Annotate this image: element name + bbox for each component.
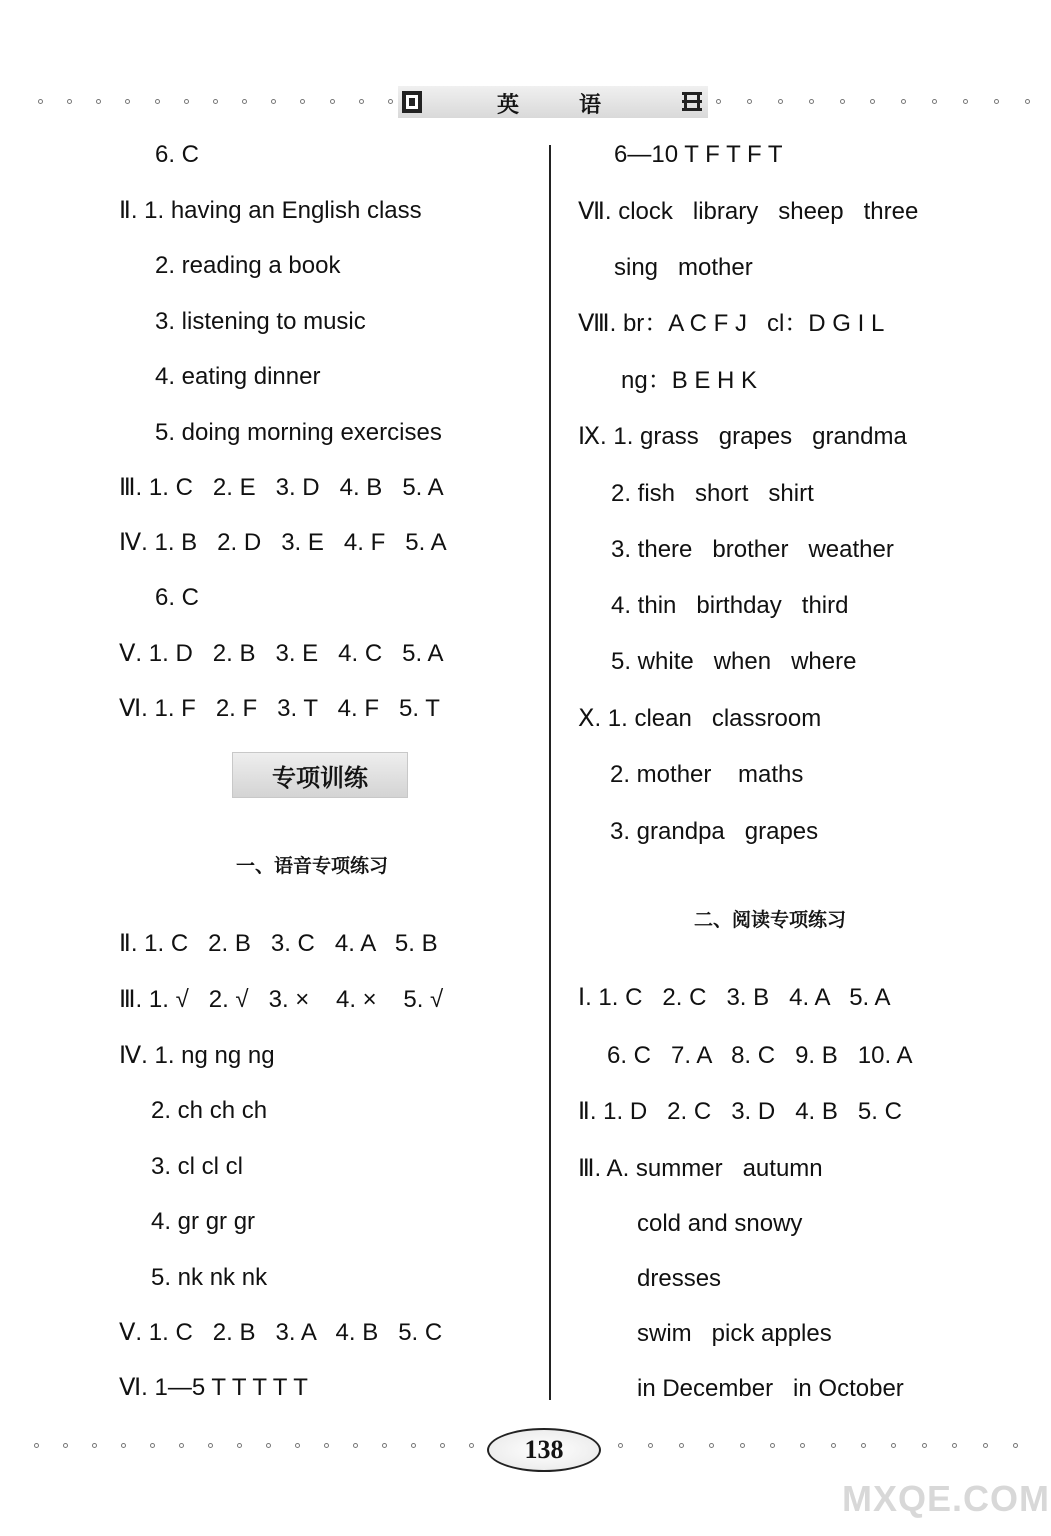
answer-line: 2. mother maths — [610, 761, 804, 788]
answer-line: Ⅲ. A. summer autumn — [578, 1155, 823, 1182]
answer-line: Ⅵ. 1. F 2. F 3. T 4. F 5. T — [119, 695, 440, 722]
answer-line: 3. grandpa grapes — [610, 818, 819, 845]
answer-line: in December in October — [637, 1375, 904, 1402]
answer-line: 5. doing morning exercises — [155, 419, 442, 446]
subsection-title: 一、语音专项练习 — [236, 855, 389, 877]
answer-line: Ⅹ. 1. clean classroom — [578, 705, 822, 732]
answer-line: dresses — [637, 1265, 722, 1292]
footer-dots-left — [34, 1443, 474, 1448]
section-title: 专项训练 — [232, 752, 408, 798]
answer-line: Ⅲ. 1. √ 2. √ 3. × 4. × 5. √ — [119, 986, 444, 1013]
answer-line: swim pick apples — [637, 1320, 832, 1347]
answer-line: Ⅱ. 1. C 2. B 3. C 4. A 5. B — [119, 930, 438, 957]
answer-line: 6. C — [155, 584, 200, 611]
answer-line: sing mother — [614, 254, 753, 281]
answer-line: 4. thin birthday third — [611, 592, 849, 619]
subsection-title: 二、阅读专项练习 — [694, 909, 847, 931]
answer-line: 6. C 7. A 8. C 9. B 10. A — [607, 1042, 913, 1069]
footer-dots-right — [618, 1443, 1018, 1448]
answer-line: 3. cl cl cl — [151, 1153, 244, 1180]
answer-line: 6—10 T F T F T — [614, 141, 783, 168]
answer-line: 2. fish short shirt — [611, 480, 814, 507]
answer-line: Ⅵ. 1—5 T T T T T — [119, 1374, 308, 1401]
answer-line: 4. eating dinner — [155, 363, 321, 390]
answer-line: 2. ch ch ch — [151, 1097, 268, 1124]
answer-line: Ⅲ. 1. C 2. E 3. D 4. B 5. A — [119, 474, 444, 501]
answer-line: 3. there brother weather — [611, 536, 894, 563]
answer-line: Ⅷ. br：A C F J cl：D G I L — [578, 310, 885, 337]
column-divider — [549, 145, 551, 1400]
answer-line: Ⅱ. 1. D 2. C 3. D 4. B 5. C — [578, 1098, 902, 1125]
book-icon — [400, 88, 424, 116]
answer-line: Ⅳ. 1. B 2. D 3. E 4. F 5. A — [119, 529, 447, 556]
answer-line: Ⅰ. 1. C 2. C 3. B 4. A 5. A — [578, 984, 891, 1011]
book-icon — [680, 88, 704, 116]
header-dots-left — [38, 99, 393, 104]
answer-line: cold and snowy — [637, 1210, 803, 1237]
header-dots-right — [716, 99, 1030, 104]
watermark: MXQE.COM — [842, 1478, 1051, 1519]
answer-line: 3. listening to music — [155, 308, 366, 335]
answer-line: Ⅴ. 1. C 2. B 3. A 4. B 5. C — [119, 1319, 443, 1346]
answer-line: Ⅴ. 1. D 2. B 3. E 4. C 5. A — [119, 640, 444, 667]
answer-line: 5. nk nk nk — [151, 1264, 268, 1291]
answer-line: Ⅱ. 1. having an English class — [119, 197, 422, 224]
answer-line: 4. gr gr gr — [151, 1208, 256, 1235]
answer-line: Ⅳ. 1. ng ng ng — [119, 1042, 275, 1069]
page-number: 138 — [487, 1428, 601, 1472]
answer-line: Ⅶ. clock library sheep three — [578, 198, 919, 225]
header-subject: 英语 — [497, 93, 662, 118]
answer-line: Ⅸ. 1. grass grapes grandma — [578, 423, 907, 450]
answer-line: 5. white when where — [611, 648, 857, 675]
answer-line: 6. C — [155, 141, 200, 168]
answer-line: 2. reading a book — [155, 252, 341, 279]
answer-line: ng：B E H K — [621, 367, 758, 394]
